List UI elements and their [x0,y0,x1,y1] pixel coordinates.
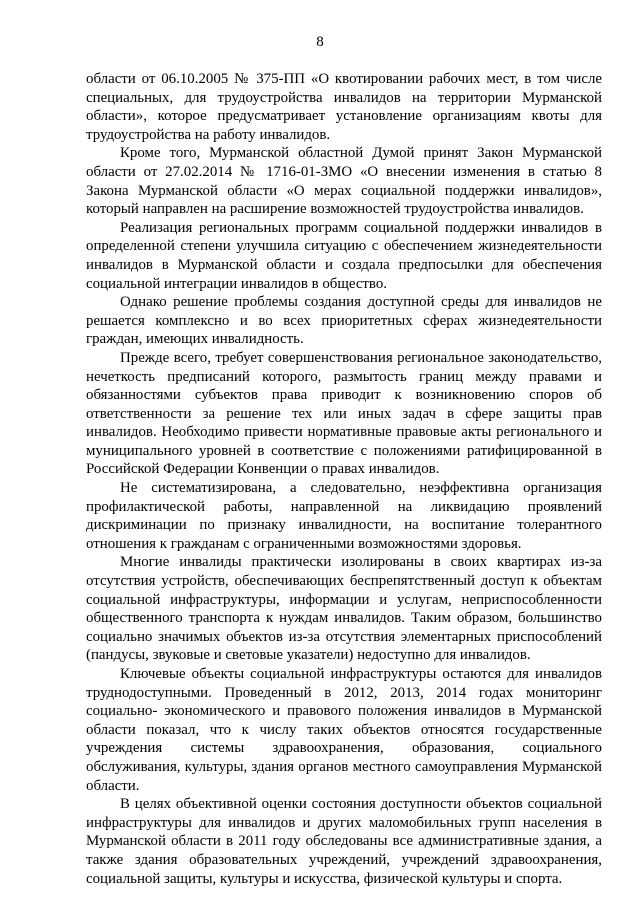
paragraph-8: Ключевые объекты социальной инфраструктуры остаются для инвалидов труднодоступными. Проведенный в 2012, 2013, 2014 годах мониторинг социально- экономического и правового положения инвалидов в Мурманской области показал, что к числу таких объектов относятся государственные учреждения системы здравоохранения, образования, социального обслуживания, культуры, здания органов местного самоуправления Мурманской области. [86,666,602,794]
paragraph-7: Многие инвалиды практически изолированы в своих квартирах из-за отсутствия устройств, обеспечивающих беспрепятственный доступ к объектам социальной инфраструктуры, информации и услугам, неприспособленности общественного транспорта к нуждам инвалидов. Таким образом, большинство социально значимых объектов из-за отсутствия элементарных приспособлений (пандусы, звуковые и световые указатели) недоступно для инвалидов. [86,554,602,664]
paragraph-6: Не систематизирована, а следовательно, неэффективна организация профилактической работы, направленной на ликвидацию проявлений дискриминации по признаку инвалидности, на воспитание толерантного отношения к гражданам с ограниченными возможностями здоровья. [86,480,602,552]
document-body [86,70,602,888]
paragraph-5: Прежде всего, требует совершенствования региональное законодательство, нечеткость предписаний которого, размытость границ между правами и обязанностями субъектов права приводит к возникновению споров об ответственности за решение тех или иных задач в сфере защиты прав инвалидов. Необходимо привести нормативные правовые акты регионального и муниципального уровней в соответствие с положениями ратифицированной в Российской Федерации Конвенции о правах инвалидов. [86,349,602,478]
page-number: 8 [316,34,324,50]
paragraph-2: Кроме того, Мурманской областной Думой принят Закон Мурманской области от 27.02.2014 № 1716-01-ЗМО «О внесении изменения в статью 8 Закона Мурманской области «О мерах социальной поддержки инвалидов», который направлен на расширение возможностей трудоустройства инвалидов. [86,145,602,218]
paragraph-4: Однако решение проблемы создания доступной среды для инвалидов не решается комплексно и во всех приоритетных сферах жизнедеятельности граждан, имеющих инвалидность. [86,294,602,348]
paragraph-1: области от 06.10.2005 № 375-ПП «О квотировании рабочих мест, в том числе специальных, для трудоустройства инвалидов на территории Мурманской области», которое предусматривает установление организациям квоты для трудоустройства на работу инвалидов. [86,71,602,143]
paragraph-9: В целях объективной оценки состояния доступности объектов социальной инфраструктуры для инвалидов и других маломобильных групп населения в Мурманской области в 2011 году обследованы все административные здания, а также здания образовательных учреждений, учреждений здравоохранения, социальной защиты, культуры и искусства, физической культуры и спорта. [86,796,602,887]
paragraph-3: Реализация региональных программ социальной поддержки инвалидов в определенной степени улучшила ситуацию с обеспечением жизнедеятельности инвалидов в Мурманской области и создала предпосылки для обеспечения социальной интеграции инвалидов в общество. [86,219,602,292]
